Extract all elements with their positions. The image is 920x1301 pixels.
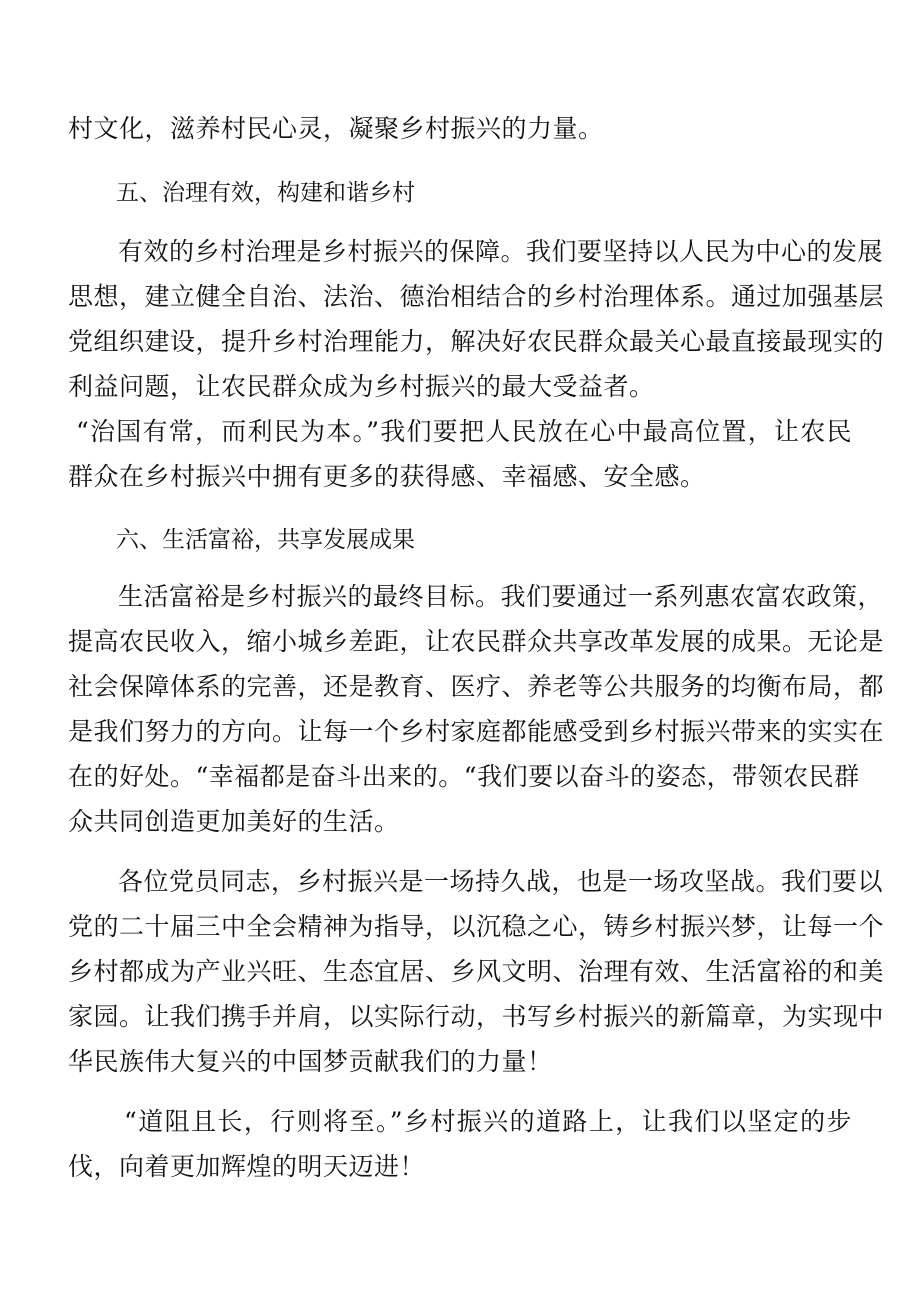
paragraph-line: 各位党员同志，乡村振兴是一场持久战，也是一场攻坚战。我们要以 [118, 867, 884, 896]
paragraph-line: 是我们努力的方向。让每一个乡村家庭都能感受到乡村振兴带来的实实在 [68, 717, 885, 746]
paragraph-line: 群众在乡村振兴中拥有更多的获得感、幸福感、安全感。 [68, 462, 706, 491]
paragraph-line: 华民族伟大复兴的中国梦贡献我们的力量！ [68, 1047, 553, 1076]
paragraph-line: 村文化，滋养村民心灵，凝聚乡村振兴的力量。 [68, 114, 604, 143]
paragraph-line: 社会保障体系的完善，还是教育、医疗、养老等公共服务的均衡布局，都 [68, 672, 885, 701]
paragraph-line: 党组织建设，提升乡村治理能力，解决好农民群众最关心最直接最现实的 [68, 327, 885, 356]
paragraph-line: 伐，向着更加辉煌的明天迈进！ [68, 1152, 426, 1181]
section-heading-6: 六、生活富裕，共享发展成果 [116, 527, 415, 553]
paragraph-line: 思想，建立健全自治、法治、德治相结合的乡村治理体系。通过加强基层 [68, 282, 885, 311]
paragraph-line: “治国有常，而利民为本。”我们要把人民放在心中最高位置，让农民 [76, 417, 852, 446]
paragraph-line: 利益问题，让农民群众成为乡村振兴的最大受益者。 [68, 372, 655, 401]
paragraph-line: “道阻且长，行则将至。”乡村振兴的道路上，让我们以坚定的步 [124, 1107, 852, 1136]
paragraph-line: 家园。让我们携手并肩，以实际行动，书写乡村振兴的新篇章，为实现中 [68, 1002, 885, 1031]
paragraph-line: 生活富裕是乡村振兴的最终目标。我们要通过一系列惠农富农政策， [118, 582, 884, 611]
paragraph-line: 众共同创造更加美好的生活。 [68, 807, 400, 836]
paragraph-line: 党的二十届三中全会精神为指导，以沉稳之心，铸乡村振兴梦，让每一个 [68, 912, 885, 941]
paragraph-line: 提高农民收入，缩小城乡差距，让农民群众共享改革发展的成果。无论是 [68, 627, 885, 656]
section-heading-5: 五、治理有效，构建和谐乡村 [116, 180, 415, 206]
paragraph-line: 乡村都成为产业兴旺、生态宜居、乡风文明、治理有效、生活富裕的和美 [68, 957, 885, 986]
paragraph-line: 在的好处。“幸福都是奋斗出来的。“我们要以奋斗的姿态，带领农民群 [68, 762, 860, 791]
paragraph-line: 有效的乡村治理是乡村振兴的保障。我们要坚持以人民为中心的发展 [118, 237, 884, 266]
